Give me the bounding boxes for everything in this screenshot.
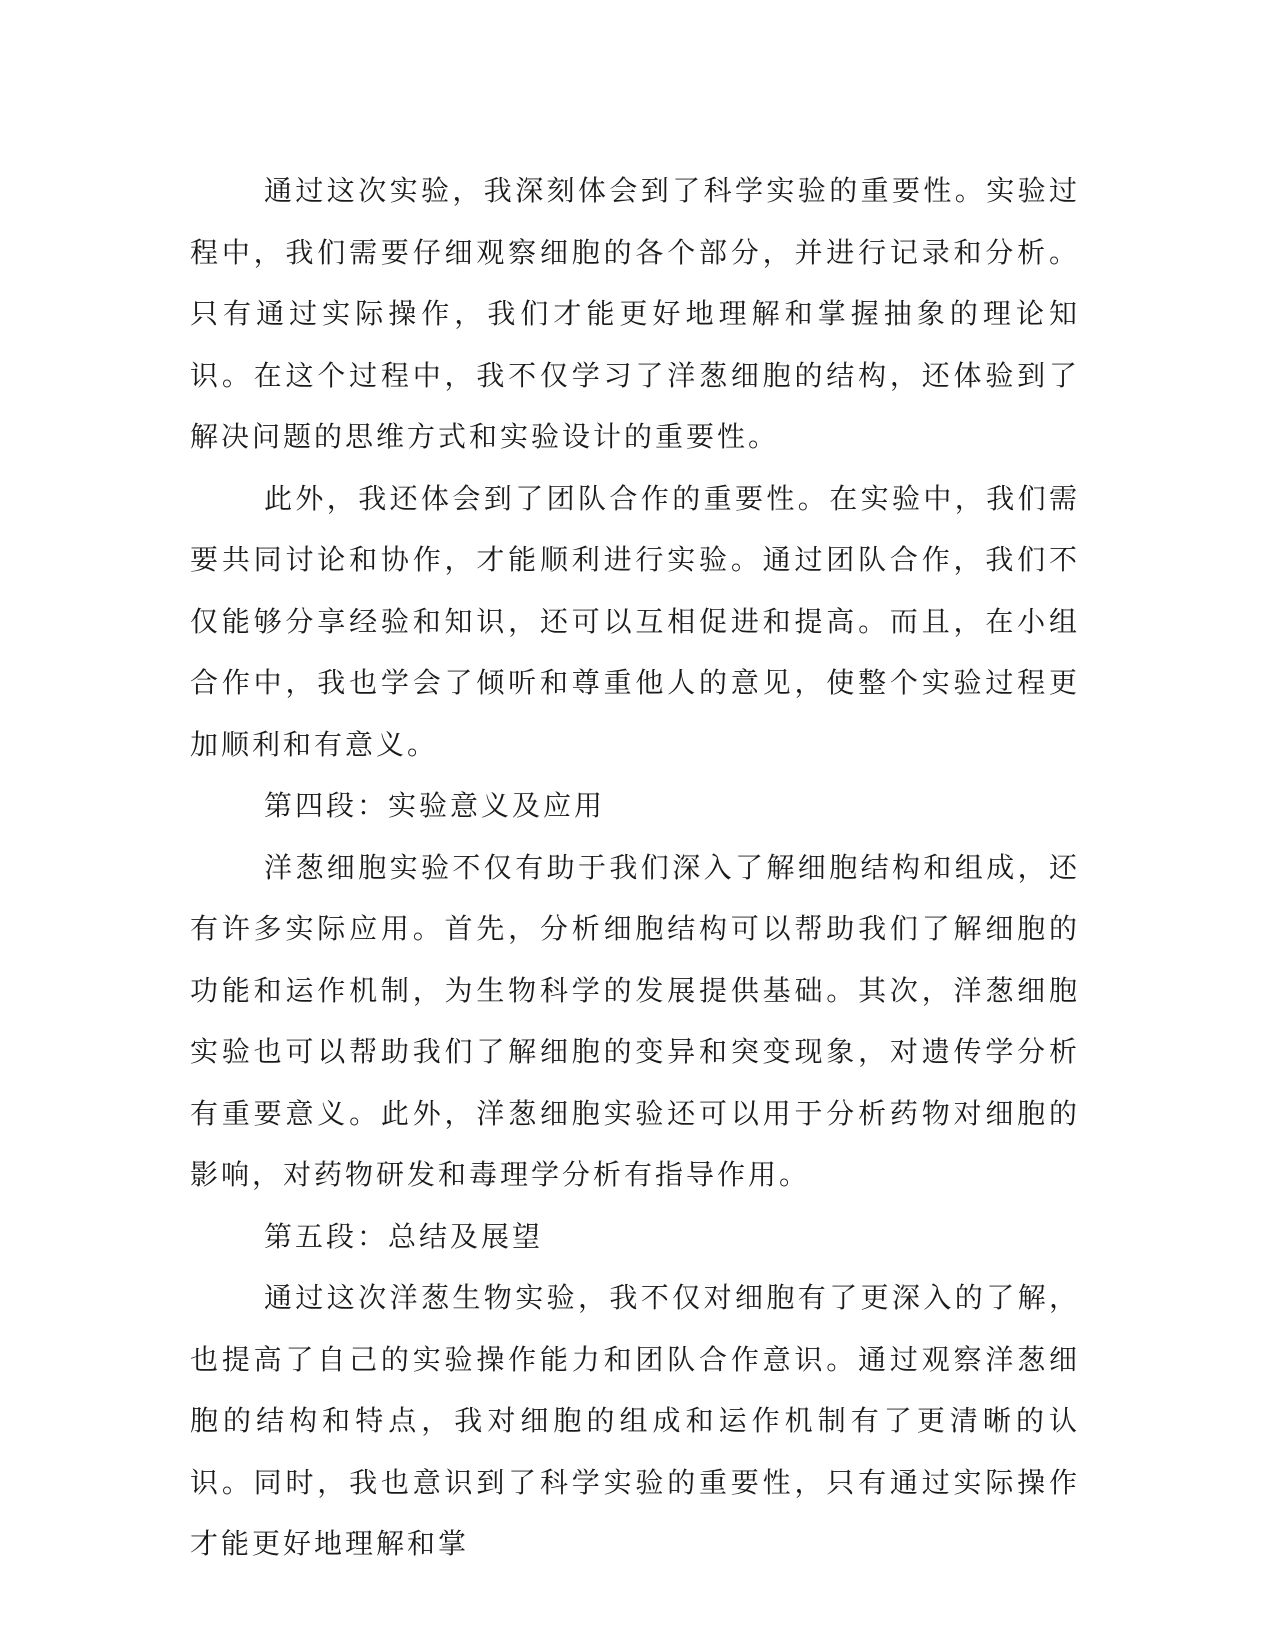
paragraph-summary: 通过这次洋葱生物实验，我不仅对细胞有了更深入的了解，也提高了自己的实验操作能力和团队合作意识。通过观察洋葱细胞的结构和特点，我对细胞的组成和运作机制有了更清晰的认识。同时，我也意识到了科学实验的重要性，只有通过实际操作才能更好地理解和掌 (190, 1281, 1080, 1560)
paragraph-experiment-importance: 通过这次实验，我深刻体会到了科学实验的重要性。实验过程中，我们需要仔细观察细胞的各个部分，并进行记录和分析。只有通过实际操作，我们才能更好地理解和掌握抽象的理论知识。在这个过程中，我不仅学习了洋葱细胞的结构，还体验到了解决问题的思维方式和实验设计的重要性。 (190, 174, 1080, 453)
paragraph-significance: 洋葱细胞实验不仅有助于我们深入了解细胞结构和组成，还有许多实际应用。首先，分析细胞结构可以帮助我们了解细胞的功能和运作机制，为生物科学的发展提供基础。其次，洋葱细胞实验也可以帮助我们了解细胞的变异和突变现象，对遗传学分析有重要意义。此外，洋葱细胞实验还可以用于分析药物对细胞的影响，对药物研发和毒理学分析有指导作用。 (190, 850, 1080, 1191)
paragraph-teamwork: 此外，我还体会到了团队合作的重要性。在实验中，我们需要共同讨论和协作，才能顺利进行实验。通过团队合作，我们不仅能够分享经验和知识，还可以互相促进和提高。而且，在小组合作中，我也学会了倾听和尊重他人的意见，使整个实验过程更加顺利和有意义。 (190, 481, 1080, 761)
document-body (190, 160, 1080, 1575)
section-heading-4: 第四段：实验意义及应用 (264, 789, 606, 822)
section-heading-5: 第五段：总结及展望 (264, 1219, 544, 1253)
